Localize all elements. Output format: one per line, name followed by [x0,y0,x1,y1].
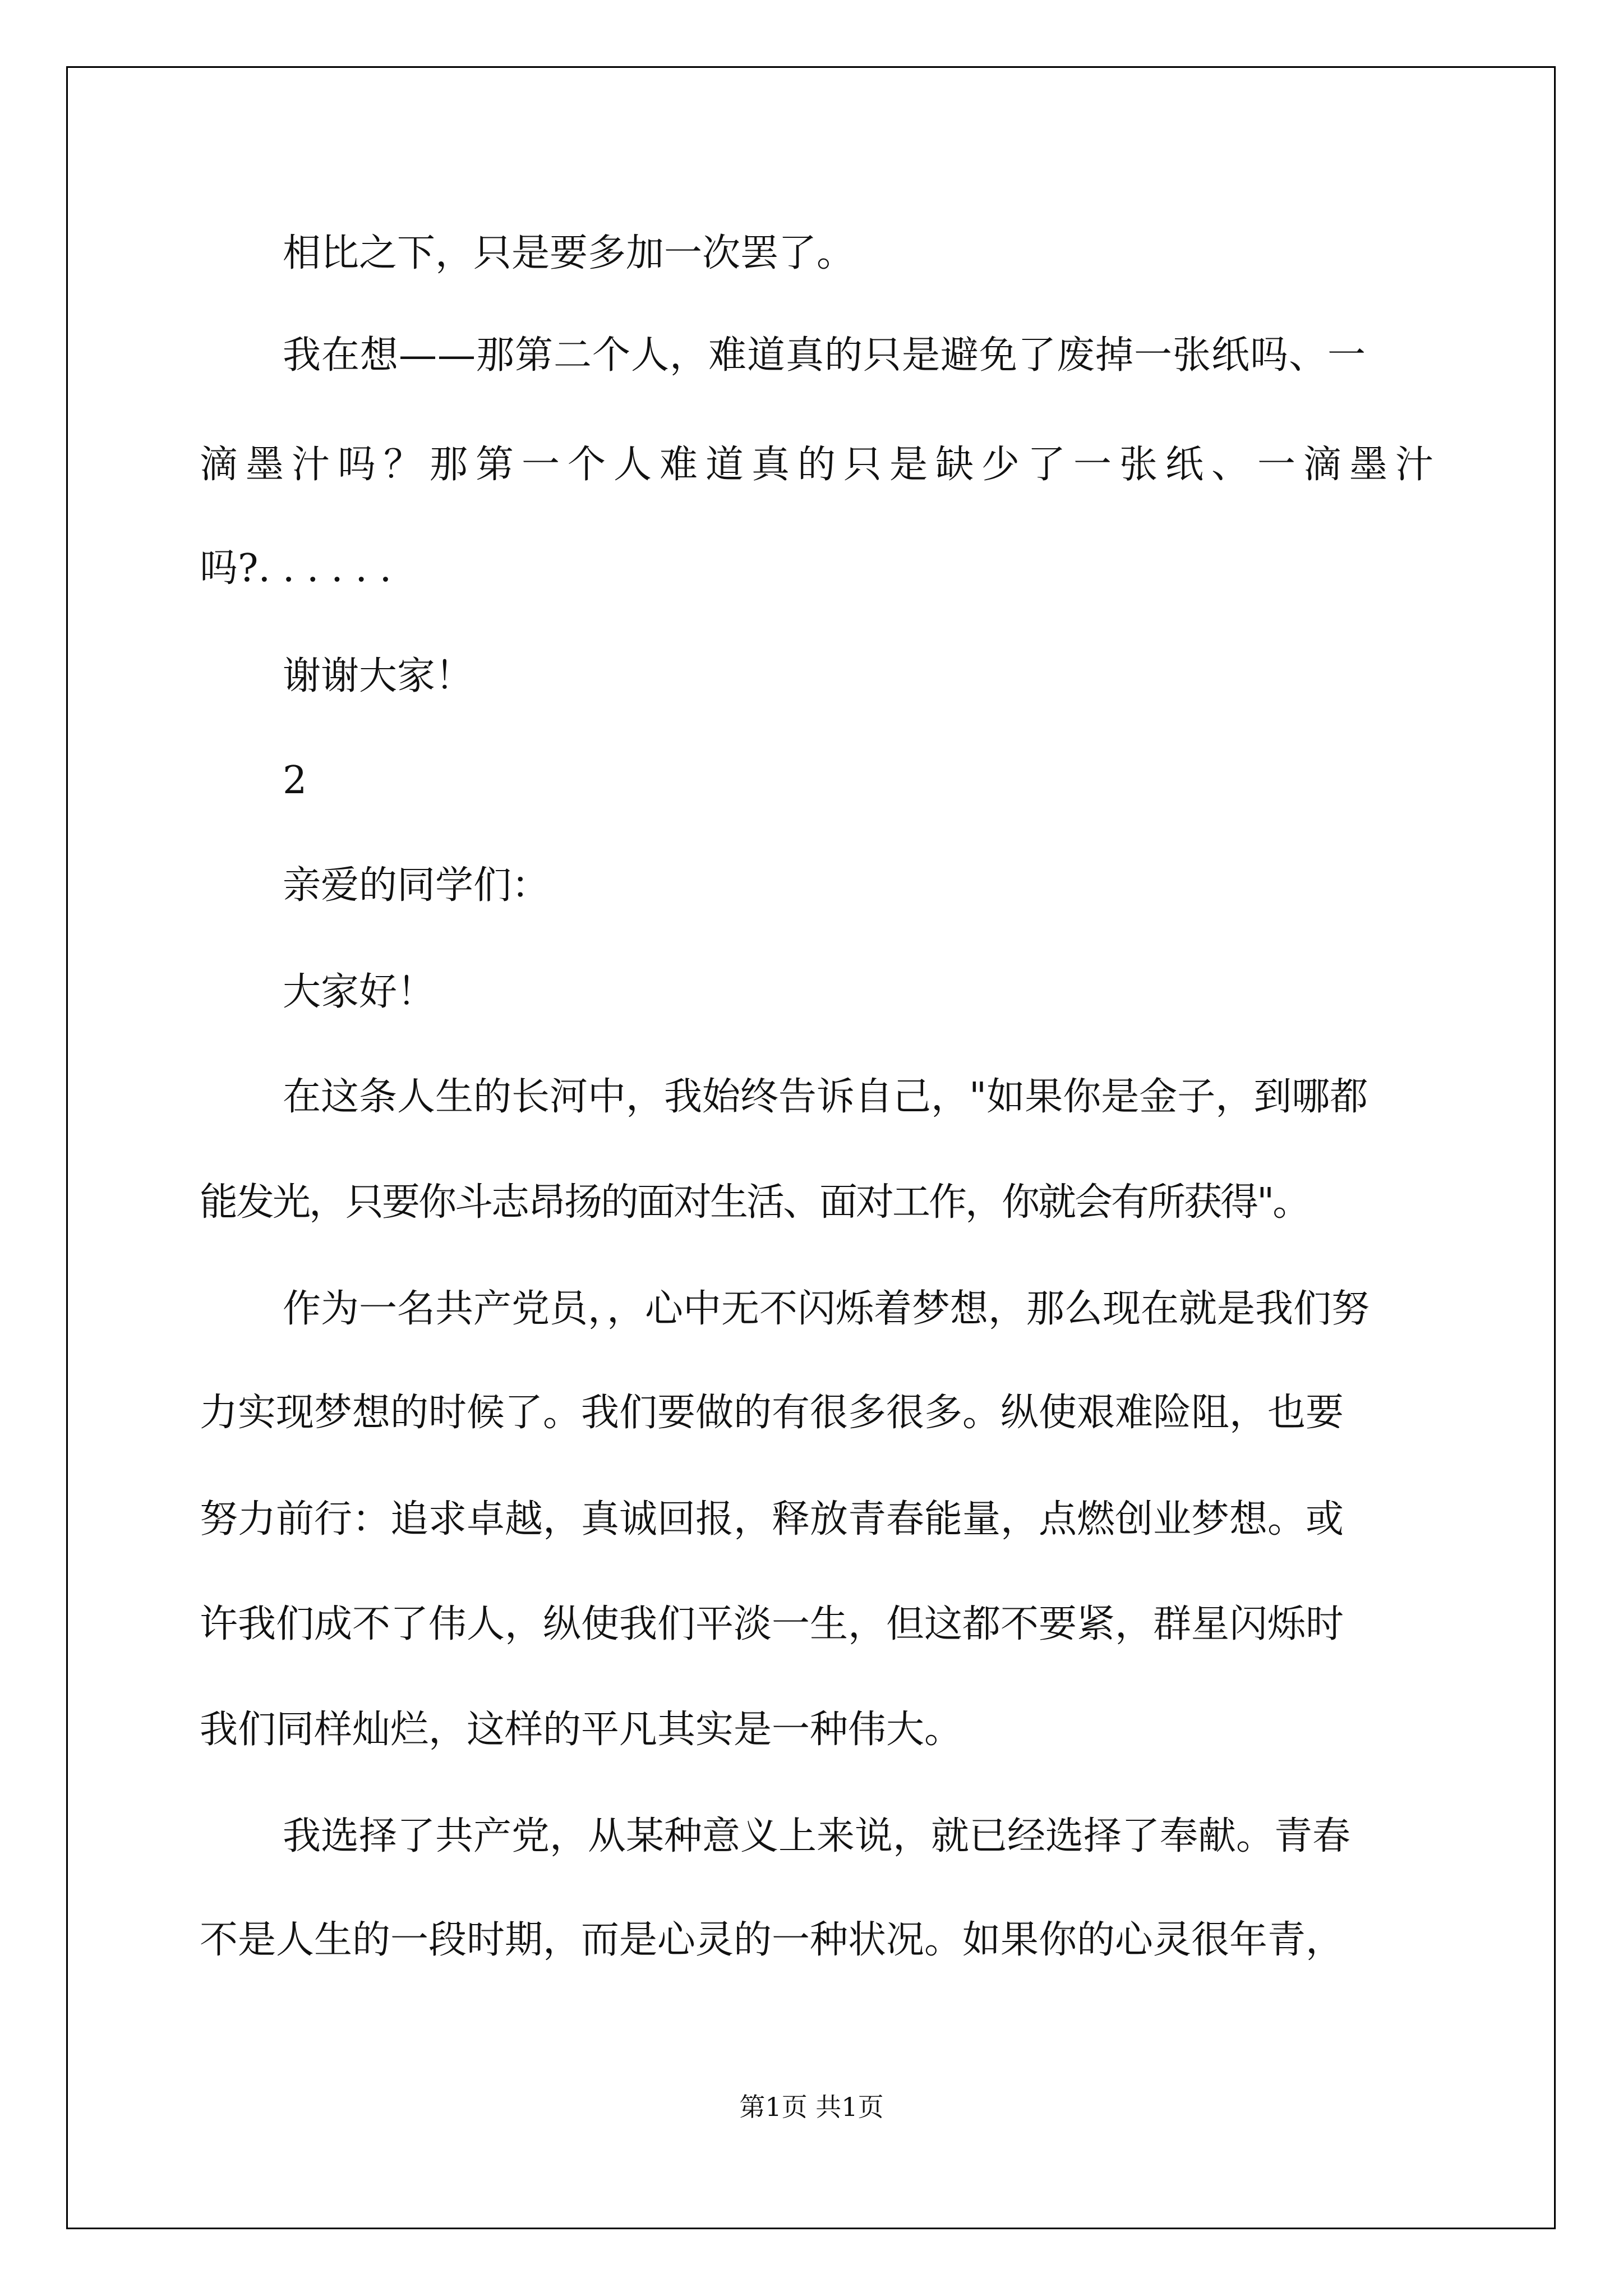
text-line-10: 能发光，只要你斗志昂扬的面对生活、面对工作，你就会有所获得"。 [200,1180,1310,1225]
page-border [66,66,1556,2229]
text-line-9: 在这条人生的长河中，我始终告诉自己，"如果你是金子，到哪都 [283,1075,1368,1119]
text-line-13: 努力前行：追求卓越，真诚回报，释放青春能量，点燃创业梦想。或 [200,1497,1344,1542]
text-line-11: 作为一名共产党员，，心中无不闪烁着梦想，那么现在就是我们努 [283,1287,1370,1331]
text-line-3: 滴墨汁吗？那第一个人难道真的只是缺少了一张纸、一滴墨汁 [200,443,1442,487]
text-line-1: 相比之下，只是要多加一次罢了。 [283,231,855,275]
salutation: 亲爱的同学们： [283,863,550,908]
text-line-12: 力实现梦想的时候了。我们要做的有很多很多。纵使艰难险阻，也要 [200,1391,1344,1435]
text-line-2: 我在想——那第二个人，难道真的只是避免了废掉一张纸吗、一 [283,333,1367,378]
text-line-4: 吗?. . . . . . [200,546,392,591]
text-line-5: 谢谢大家！ [283,654,474,698]
section-number: 2 [283,758,307,803]
text-line-14: 许我们成不了伟人，纵使我们平淡一生，但这都不要紧，群星闪烁时 [200,1602,1344,1646]
text-line-17: 不是人生的一段时期，而是心灵的一种状况。如果你的心灵很年青， [200,1918,1344,1962]
greeting: 大家好！ [283,970,436,1014]
text-line-15: 我们同样灿烂，这样的平凡其实是一种伟大。 [200,1708,963,1752]
text-line-16: 我选择了共产党，从某种意义上来说，就已经选择了奉献。青春 [283,1814,1351,1858]
page-footer: 第1页 共1页 [739,2092,884,2122]
